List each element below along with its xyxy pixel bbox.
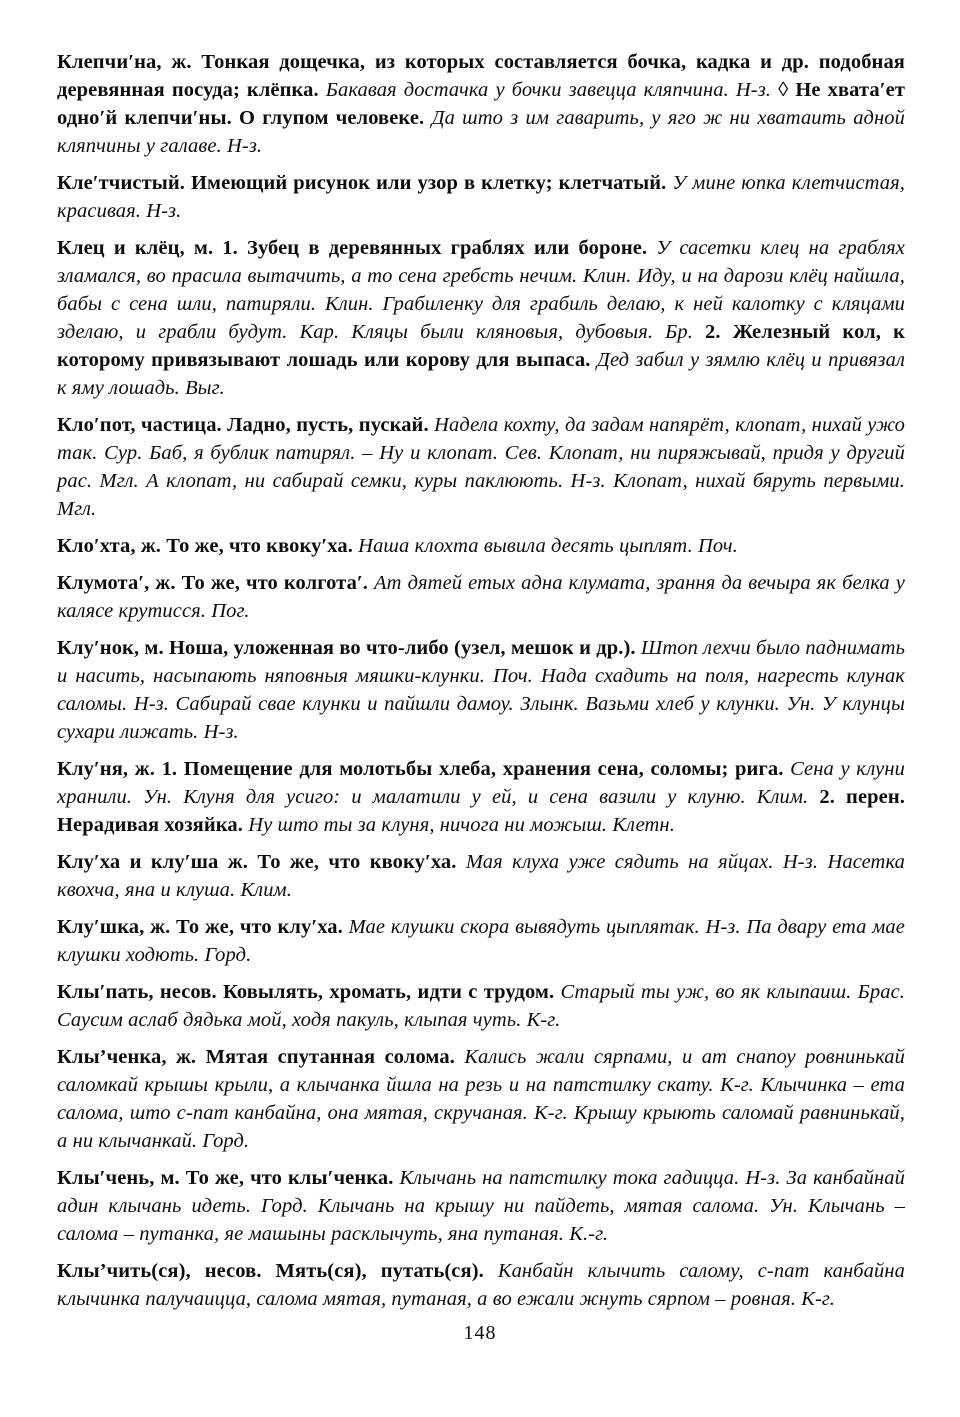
entry-example-text: Бакавая достачка у бочки завецца кляпчина. Н-з. xyxy=(325,79,779,101)
dictionary-entry xyxy=(57,411,905,523)
entries xyxy=(57,48,905,1313)
entry-example-text: Мае клушки скора вывядуть цыплятак. Н-з. Па двару ета мае клушки ходють. Горд. xyxy=(57,916,905,966)
entry-headword-definition: Клу′ня, ж. 1. Помещение для молотьбы хлеба, хранения сена, соломы; рига. xyxy=(57,758,791,780)
dictionary-entry xyxy=(57,532,905,560)
entry-headword-definition: Клу′ха и клу′ша ж. То же, что квоку′ха. xyxy=(57,851,466,873)
dictionary-entry xyxy=(57,634,905,746)
entry-example-text: Мая клуха уже сядить на яйцах. Н-з. Насетка квохча, яна и клуша. Клим. xyxy=(57,851,905,901)
entry-example-text: Сена у клуни хранили. Ун. Клуня для усиго: и малатили у ей, и сена вазили у клуню. Клим. xyxy=(57,758,905,808)
entry-example-text: Ат дятей етых адна клумата, зрання да вечыра як белка у калясе крутисся. Пог. xyxy=(57,572,905,622)
entry-headword-definition: Кле′тчистый. Имеющий рисунок или узор в клетку; клетчатый. xyxy=(57,172,673,194)
entry-example-text: Да што з им гаварить, у яго ж ни хватаить адной кляпчины у галаве. Н-з. xyxy=(57,107,905,157)
dictionary-entry xyxy=(57,48,905,160)
entry-headword-definition: 2. Железный кол, к которому привязывают лошадь или корову для выпаса. xyxy=(57,321,905,371)
entry-headword-definition: Клу′нок, м. Ноша, уложенная во что-либо (узел, мешок и др.). xyxy=(57,637,641,659)
entry-example-text: Штоп лехчи было паднимать и насить, насыпають няповныя мяшки-клунки. Поч. Нада схадить на поля, нагресть клунак саломы. Н-з. Сабирай свае клунки и пайшли дамоу. Злынк. Вазьми хлеб у клунки. Ун. У клунцы сухари лижать. Н-з. xyxy=(57,637,905,743)
dictionary-entry xyxy=(57,1164,905,1248)
entry-headword-definition: Клы′чень, м. То же, что клы′ченка. xyxy=(57,1167,400,1189)
page-number: 148 xyxy=(463,1322,497,1344)
entry-example-text: Канбайн клычить салому, с-пат канбайна клычинка палучаицца, салома мятая, путаная, а во ежали жнуть сярпом – ровная. К-г. xyxy=(57,1260,905,1310)
entry-headword-definition: Клы’чить(ся), несов. Мять(ся), путать(ся). xyxy=(57,1260,498,1282)
dictionary-entry xyxy=(57,569,905,625)
entry-example-text: У сасетки клец на граблях зламался, во прасила вытачить, а то сена гребсть нечим. Клин. Иду, и на дарози клёц найшла, бабы с сена шли, патиряли. Клин. Грабиленку для грабиль делаю, к ней калотку с кляцами зделаю, и грабли будут. Кар. Кляцы были кляновыя, дубовыя. Бр. xyxy=(57,237,905,343)
entry-headword-definition: Не хвата′ет одно′й клепчи′ны. О глупом человеке. xyxy=(57,79,905,129)
entry-headword-definition: Клы’ченка, ж. Мятая спутанная солома. xyxy=(57,1046,465,1068)
entry-example-text: Дед забил у зямлю клёц и привязал к яму лошадь. Выг. xyxy=(57,349,906,399)
entry-headword-definition: Клумота′, ж. То же, что колгота′. xyxy=(57,572,375,594)
entry-example-text: Надела кохту, да задам напярёт, клопат, нихай ужо так. Сур. Баб, я бублик патирял. – Ну и клопат. Сев. Клопат, ни пиряжывай, придя у другий рас. Мгл. А клопат, ни сабирай семки, куры паклюють. Н-з. Клопат, нихай бяруть первыми. Мгл. xyxy=(57,414,905,520)
entry-headword-definition: Клец и клёц, м. 1. Зубец в деревянных граблях или бороне. xyxy=(57,237,657,259)
dictionary-entry xyxy=(57,169,905,225)
dictionary-entry xyxy=(57,1043,905,1155)
dictionary-entry xyxy=(57,978,905,1034)
entry-example-text: Ну што ты за клуня, ничога ни можыш. Клетн. xyxy=(248,814,675,836)
dictionary-entry xyxy=(57,913,905,969)
entry-headword-definition: Кло′хта, ж. То же, что квоку′ха. xyxy=(57,535,359,557)
dictionary-entry xyxy=(57,848,905,904)
entry-headword-definition: Клепчи′на, ж. Тонкая дощечка, из которых составляется бочка, кадка и др. подобная деревянная посуда; клёпка. xyxy=(57,51,905,101)
entry-example-text: У мине юпка клетчистая, красивая. Н-з. xyxy=(57,172,906,222)
entry-headword-definition: Клы′пать, несов. Ковылять, хромать, идти с трудом. xyxy=(57,981,561,1003)
entry-example-text: Старый ты уж, во як клыпаиш. Брас. Саусим аслаб дядька мой, ходя пакуль, клыпая чуть. К-г. xyxy=(57,981,905,1031)
entry-example-text: Наша клохта вывила десять цыплят. Поч. xyxy=(358,535,738,557)
dictionary-entry xyxy=(57,1257,905,1313)
dictionary-entry xyxy=(57,234,905,402)
dictionary-entry xyxy=(57,755,905,839)
entry-example-text: Клычань на патстилку тока гадицца. Н-з. За канбайнай адин клычань идеть. Горд. Клычань на крышу ни пайдеть, мятая салома. Ун. Клычань – салома – путанка, яе машыны расклычуть, яна путаная. К.-г. xyxy=(57,1167,905,1245)
entry-diamond-symbol: ◊ xyxy=(778,79,796,101)
entry-headword-definition: Клу′шка, ж. То же, что клу′ха. xyxy=(57,916,349,938)
entry-headword-definition: Кло′пот, частица. Ладно, пусть, пускай. xyxy=(57,414,435,436)
entry-example-text: Кались жали сярпами, и ат снапоу ровнинькай саломкай крышы крыли, а клычанка йшла на резь и на патстилку скату. К-г. Клычинка – ета салома, што с-пат канбайна, она мятая, скручаная. К-г. Крышу крыють саломай равнинькай, а ни клычанкай. Горд. xyxy=(57,1046,905,1152)
entry-headword-definition: 2. перен. Нерадивая хозяйка. xyxy=(57,786,905,836)
